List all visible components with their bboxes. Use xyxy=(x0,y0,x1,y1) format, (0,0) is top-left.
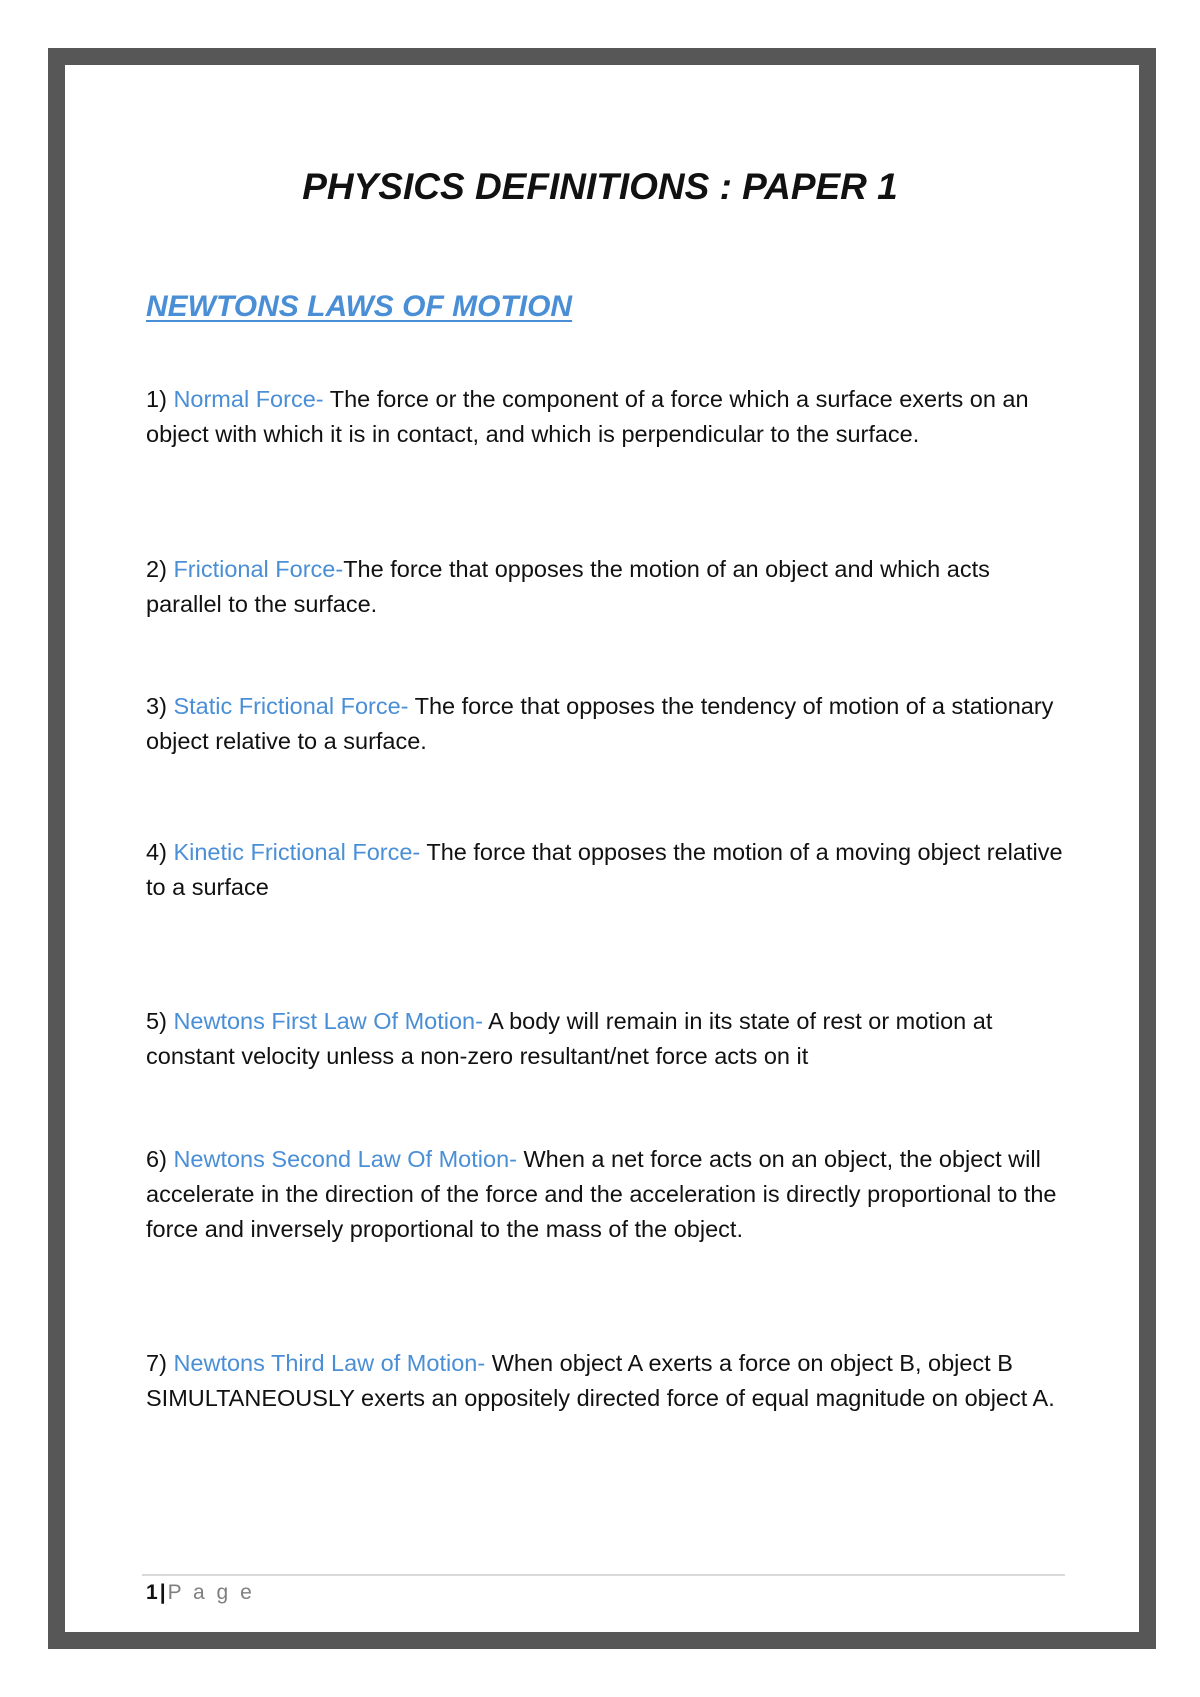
definition-number: 1) xyxy=(146,386,167,412)
page-title: PHYSICS DEFINITIONS : PAPER 1 xyxy=(302,166,898,207)
definition-term: Newtons First Law Of Motion- xyxy=(173,1008,483,1034)
definition-item xyxy=(146,689,1066,759)
definition-item xyxy=(146,382,1066,452)
footer-separator: | xyxy=(159,1581,166,1604)
definition-text: The force that opposes the motion of an object and which acts parallel to the surface. xyxy=(146,556,990,617)
definition-text: When object A exerts a force on object B, object B SIMULTANEOUSLY exerts an oppositely directed force of equal magnitude on object A. xyxy=(146,1350,1055,1411)
page-number: 1 xyxy=(146,1581,158,1604)
definition-number: 5) xyxy=(146,1008,167,1034)
definition-term: Newtons Second Law Of Motion- xyxy=(173,1146,517,1172)
definition-term: Static Frictional Force- xyxy=(173,693,409,719)
definition-number: 6) xyxy=(146,1146,167,1172)
definition-term: Newtons Third Law of Motion- xyxy=(173,1350,486,1376)
definition-text: When a net force acts on an object, the object will accelerate in the direction of the force and the acceleration is directly proportional to the force and inversely proportional to the mass of the object. xyxy=(146,1146,1057,1242)
definition-item xyxy=(146,1004,1066,1074)
definition-item xyxy=(146,1346,1066,1416)
footer-divider xyxy=(142,1574,1065,1576)
definition-term: Kinetic Frictional Force- xyxy=(173,839,421,865)
definition-number: 2) xyxy=(146,556,167,582)
page-footer xyxy=(146,1578,255,1608)
definition-text: The force that opposes the tendency of motion of a stationary object relative to a surface. xyxy=(146,693,1054,754)
definition-text: The force or the component of a force which a surface exerts on an object with which it is in contact, and which is perpendicular to the surface. xyxy=(146,386,1029,447)
definition-number: 3) xyxy=(146,693,167,719)
section-heading: NEWTONS LAWS OF MOTION xyxy=(146,290,573,323)
definition-term: Frictional Force- xyxy=(173,556,344,582)
definition-item xyxy=(146,1142,1066,1247)
page-label: P a g e xyxy=(167,1581,255,1604)
definition-text: A body will remain in its state of rest or motion at constant velocity unless a non-zero resultant/net force acts on it xyxy=(146,1008,993,1069)
definition-item xyxy=(146,835,1066,905)
definition-number: 7) xyxy=(146,1350,167,1376)
definition-term: Normal Force- xyxy=(173,386,324,412)
definition-text: The force that opposes the motion of a moving object relative to a surface xyxy=(146,839,1063,900)
definition-number: 4) xyxy=(146,839,167,865)
definition-item xyxy=(146,552,1066,622)
